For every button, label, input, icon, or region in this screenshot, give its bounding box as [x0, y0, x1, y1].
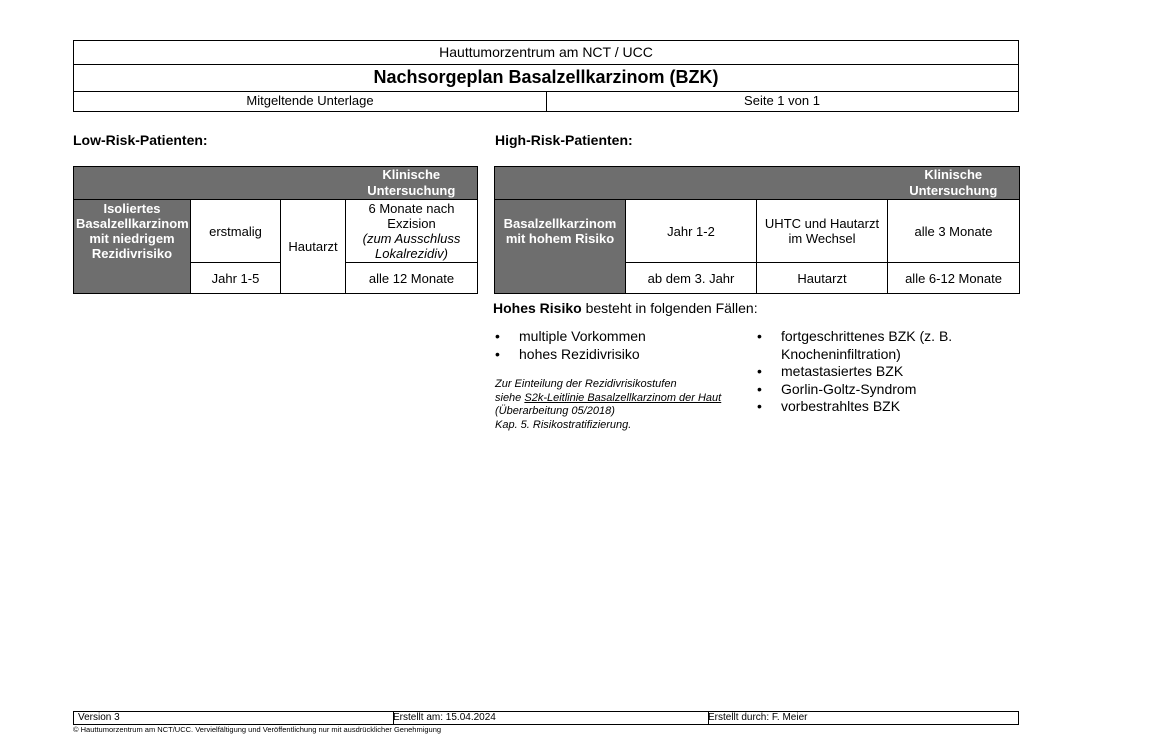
list-item: • hohes Rezidivrisiko — [495, 345, 640, 362]
low-risk-group-label-text: Isoliertes Basalzellkarzinom mit niedrigem Rezidivrisiko — [76, 200, 189, 261]
low-risk-group-label — [74, 200, 191, 294]
low-risk-period-2: Jahr 1-5 — [191, 263, 281, 294]
copyright-notice: © Hauttumorzentrum am NCT/UCC. Vervielfältigung und Veröffentlichung nur mit ausdrücklicher Genehmigung — [73, 725, 442, 734]
high-risk-interval-1: alle 3 Monate — [888, 200, 1020, 263]
low-risk-column-header: Klinische Untersuchung — [346, 167, 478, 200]
guideline-note-line1: Zur Einteilung der Rezidivrisikostufen — [495, 378, 677, 390]
guideline-note — [495, 378, 750, 432]
list-item: • Gorlin-Goltz-Syndrom — [757, 380, 917, 397]
document-header — [73, 40, 1019, 112]
high-risk-intro-rest: besteht in folgenden Fällen: — [581, 300, 758, 316]
low-risk-period-1: erstmalig — [191, 200, 281, 263]
bullet-icon: • — [757, 380, 762, 397]
document-title: Nachsorgeplan Basalzellkarzinom (BZK) — [74, 64, 1018, 92]
footer-version: Version 3 — [74, 712, 394, 724]
guideline-note-line3: (Überarbeitung 05/2018) — [495, 405, 615, 417]
low-risk-title: Low-Risk-Patienten: — [73, 132, 208, 148]
document-type: Mitgeltende Unterlage — [74, 91, 547, 111]
high-risk-group-label — [495, 200, 626, 294]
bullet-icon: • — [757, 363, 762, 379]
list-item: • fortgeschrittenes BZK (z. B. Knocheninfiltration) — [757, 328, 953, 362]
high-risk-column-header: Klinische Untersuchung — [888, 167, 1020, 200]
organization-name: Hauttumorzentrum am NCT / UCC — [74, 41, 1018, 65]
list-item: • metastasiertes BZK — [757, 363, 904, 379]
low-risk-interval-1-note: (zum Ausschluss Lokalrezidiv) — [362, 231, 461, 261]
list-item: • vorbestrahltes BZK — [757, 398, 901, 414]
high-risk-interval-2: alle 6-12 Monate — [888, 263, 1020, 294]
high-risk-examiner-1: UHTC und Hautarzt im Wechsel — [757, 200, 888, 263]
high-risk-criteria-left — [495, 328, 745, 363]
high-risk-intro-bold: Hohes Risiko — [493, 300, 582, 316]
low-risk-header-blank — [74, 167, 346, 200]
guideline-note-line2: siehe S2k-Leitlinie Basalzellkarzinom der Haut — [495, 391, 722, 404]
low-risk-interval-1-main: 6 Monate nach Exzision — [368, 201, 455, 231]
high-risk-examiner-2: Hautarzt — [757, 263, 888, 294]
high-risk-group-label-text: Basalzellkarzinom mit hohem Risiko — [503, 215, 617, 246]
header-meta-row — [74, 91, 1018, 111]
bullet-icon: • — [495, 328, 500, 344]
high-risk-table — [494, 166, 1020, 294]
low-risk-examiner: Hautarzt — [281, 200, 346, 294]
high-risk-period-2: ab dem 3. Jahr — [626, 263, 757, 294]
high-risk-header-blank — [495, 167, 888, 200]
high-risk-intro — [493, 300, 758, 316]
footer-created-by: Erstellt durch: F. Meier — [708, 712, 808, 723]
footer-created-on: Erstellt am: 15.04.2024 — [389, 712, 709, 724]
high-risk-title: High-Risk-Patienten: — [495, 132, 633, 148]
list-item: • multiple Vorkommen — [495, 328, 646, 344]
bullet-icon: • — [757, 398, 762, 414]
bullet-icon: • — [495, 345, 500, 362]
guideline-note-line4: Kap. 5. Risikostratifizierung. — [495, 418, 632, 431]
low-risk-table — [73, 166, 478, 294]
high-risk-criteria-right — [757, 328, 987, 416]
bullet-icon: • — [757, 328, 762, 344]
document-footer — [73, 711, 1019, 725]
low-risk-interval-1 — [346, 200, 478, 263]
low-risk-interval-2: alle 12 Monate — [346, 263, 478, 294]
page-info: Seite 1 von 1 — [744, 93, 820, 108]
guideline-link[interactable]: S2k-Leitlinie Basalzellkarzinom der Haut — [524, 391, 722, 404]
high-risk-period-1: Jahr 1-2 — [626, 200, 757, 263]
